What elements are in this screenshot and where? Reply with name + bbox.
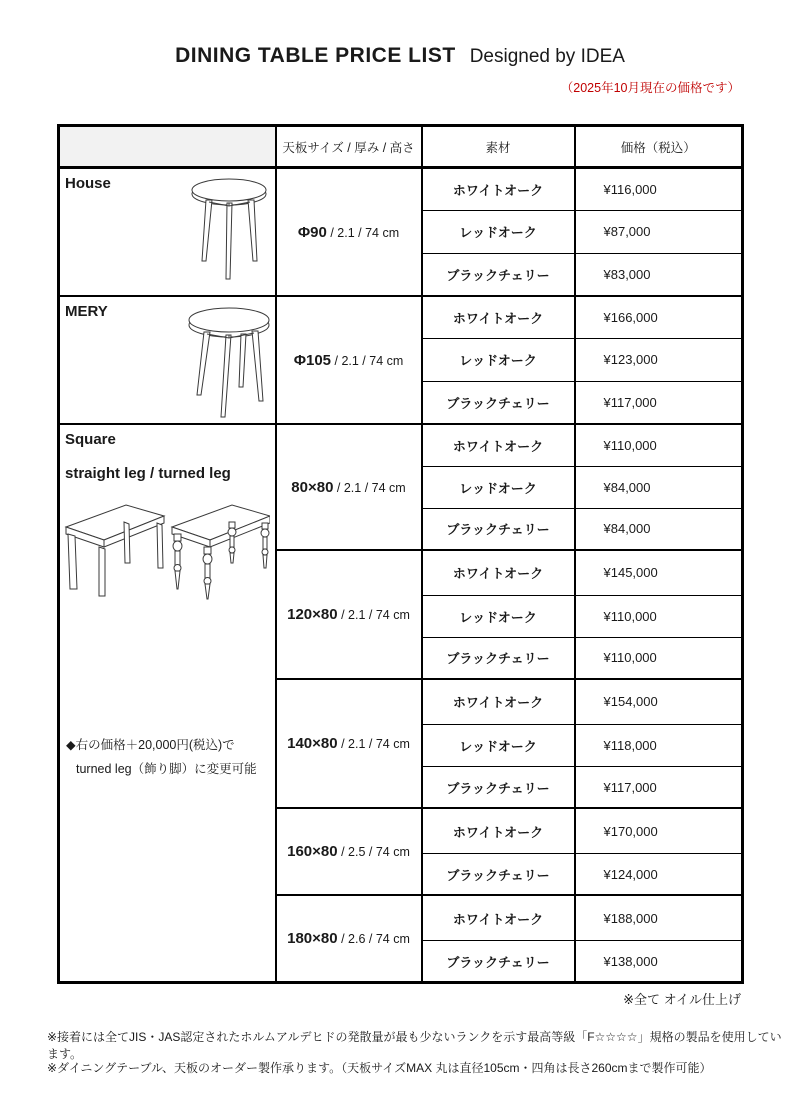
price-cell: ¥110,000: [575, 637, 743, 679]
material-cell: ブラックチェリー: [422, 941, 575, 983]
size-value: 120×80: [287, 606, 338, 624]
price-cell: ¥118,000: [575, 724, 743, 766]
material-cell: ホワイトオーク: [422, 895, 575, 940]
price-cell: ¥166,000: [575, 296, 743, 339]
material-cell: ブラックチェリー: [422, 381, 575, 424]
size-cell: [276, 424, 422, 550]
size-cell: [276, 895, 422, 982]
price-cell: ¥83,000: [575, 253, 743, 296]
material-cell: ホワイトオーク: [422, 679, 575, 724]
price-cell: ¥154,000: [575, 679, 743, 724]
turned-leg: [173, 534, 182, 589]
material-cell: レッドオーク: [422, 210, 575, 253]
material-cell: ホワイトオーク: [422, 296, 575, 339]
material-cell: ブラックチェリー: [422, 853, 575, 895]
size-value: 80×80: [291, 478, 334, 496]
size-cell: [276, 679, 422, 808]
material-cell: レッドオーク: [422, 595, 575, 637]
size-detail: / 2.5 / 74 cm: [337, 845, 410, 860]
material-cell: ブラックチェリー: [422, 637, 575, 679]
material-cell: ブラックチェリー: [422, 766, 575, 808]
size-detail: / 2.1 / 74 cm: [337, 737, 410, 752]
price-cell: ¥116,000: [575, 168, 743, 211]
turned-leg: [261, 523, 269, 568]
price-cell: ¥117,000: [575, 766, 743, 808]
material-cell: ホワイトオーク: [422, 424, 575, 466]
price-table: [57, 124, 744, 984]
material-cell: ホワイトオーク: [422, 168, 575, 211]
material-cell: ブラックチェリー: [422, 508, 575, 550]
material-cell: ブラックチェリー: [422, 253, 575, 296]
turned-leg: [203, 547, 212, 599]
product-cell-square: [59, 424, 276, 983]
material-cell: ホワイトオーク: [422, 808, 575, 853]
size-cell: [276, 296, 422, 424]
footer-note-custom-order: ※ダイニングテーブル、天板のオーダー製作承ります。（天板サイズMAX 丸は直径105cm・四角は長さ260cmまで製作可能）: [47, 1061, 712, 1075]
price-cell: ¥110,000: [575, 424, 743, 466]
product-name-square: [60, 425, 275, 484]
material-cell: レッドオーク: [422, 339, 575, 382]
square-tables-icon: [64, 497, 270, 601]
size-detail: / 2.6 / 74 cm: [337, 932, 410, 947]
size-value: Φ105: [293, 351, 332, 369]
material-cell: レッドオーク: [422, 466, 575, 508]
table-row: [59, 296, 743, 339]
size-cell: [276, 550, 422, 679]
mery-table-icon: [184, 303, 274, 421]
size-value: 160×80: [287, 843, 338, 861]
product-name-mery: MERY: [65, 303, 108, 320]
turned-leg-note-line2: turned leg（飾り脚）に変更可能: [76, 762, 257, 776]
size-detail: / 2.1 / 74 cm: [337, 608, 410, 623]
product-cell-house: [59, 168, 276, 297]
price-cell: ¥84,000: [575, 508, 743, 550]
size-cell: [276, 808, 422, 895]
product-cell-mery: [59, 296, 276, 424]
size-detail: / 2.1 / 74 cm: [331, 353, 404, 368]
page-title-designer: Designed by IDEA: [469, 46, 625, 67]
size-cell: [276, 168, 422, 297]
oil-finish-note: ※全て オイル仕上げ: [623, 992, 741, 1007]
price-cell: ¥84,000: [575, 466, 743, 508]
size-value: Φ90: [297, 223, 327, 241]
header-material-cell: 素材: [422, 126, 575, 168]
page-title-main: DINING TABLE PRICE LIST: [175, 44, 456, 67]
price-cell: ¥110,000: [575, 595, 743, 637]
footer-note-adhesive: ※接着には全てJIS・JAS認定されたホルムアルデヒドの発散量が最も少ないランクを示す最高等級「F☆☆☆☆」規格の製品を使用しています。: [47, 1030, 782, 1061]
price-cell: ¥145,000: [575, 550, 743, 595]
material-cell: レッドオーク: [422, 724, 575, 766]
table-row: [59, 168, 743, 211]
turned-leg-note-line1: ◆右の価格＋20,000円(税込)で: [66, 738, 235, 752]
page-title: [0, 44, 800, 68]
turned-leg: [228, 522, 236, 563]
house-table-icon: [188, 173, 270, 291]
price-cell: ¥117,000: [575, 381, 743, 424]
price-cell: ¥123,000: [575, 339, 743, 382]
table-header-row: [59, 126, 743, 168]
table-row: [59, 424, 743, 466]
price-cell: ¥138,000: [575, 941, 743, 983]
price-date-note: （2025年10月現在の価格です）: [560, 81, 740, 95]
price-cell: ¥124,000: [575, 853, 743, 895]
material-cell: ホワイトオーク: [422, 550, 575, 595]
product-name-square-line2: straight leg / turned leg: [65, 465, 231, 482]
header-price-cell: 価格（税込）: [575, 126, 743, 168]
size-detail: / 2.1 / 74 cm: [333, 480, 406, 495]
price-cell: ¥87,000: [575, 210, 743, 253]
product-name-square-line1: Square: [65, 431, 116, 448]
turned-leg-upgrade-note: [66, 733, 257, 781]
header-size-cell: 天板サイズ / 厚み / 高さ: [276, 126, 422, 168]
product-name-house: House: [65, 175, 111, 192]
price-cell: ¥188,000: [575, 895, 743, 940]
size-detail: / 2.1 / 74 cm: [326, 225, 400, 240]
header-product-cell: [59, 126, 276, 168]
price-cell: ¥170,000: [575, 808, 743, 853]
size-value: 180×80: [287, 930, 338, 948]
size-value: 140×80: [287, 735, 338, 753]
